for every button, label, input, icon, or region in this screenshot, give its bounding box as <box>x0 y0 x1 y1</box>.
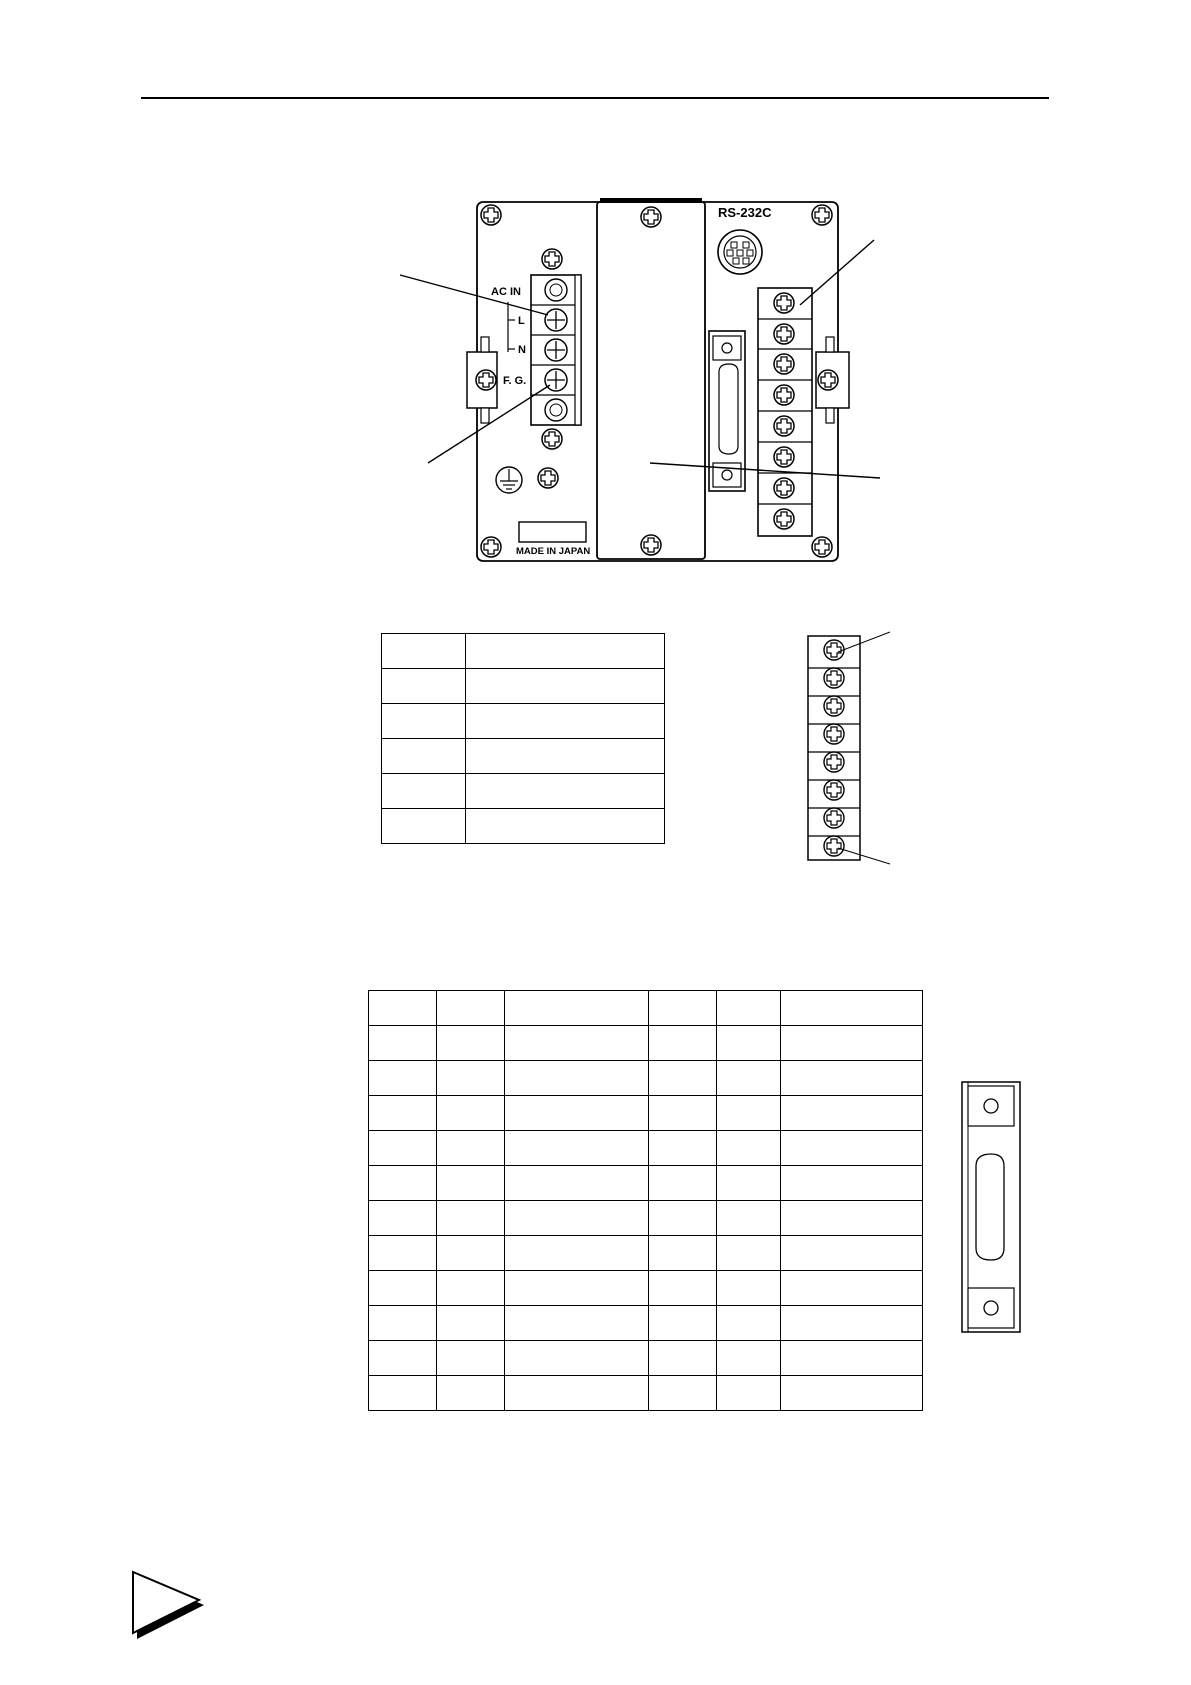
table-cell <box>781 1271 923 1306</box>
table-row <box>382 774 665 809</box>
table-cell <box>382 739 466 774</box>
table-cell <box>649 1061 717 1096</box>
table-cell <box>781 1201 923 1236</box>
table-cell <box>465 739 664 774</box>
table-cell <box>369 1236 437 1271</box>
table-cell <box>382 634 466 669</box>
terminal-screw-icon <box>824 836 844 856</box>
table-cell <box>504 1376 649 1411</box>
table-cell <box>781 1236 923 1271</box>
n-label: N <box>518 344 526 356</box>
table-cell <box>369 1131 437 1166</box>
table-cell <box>504 1236 649 1271</box>
table-cell <box>717 1306 781 1341</box>
table-cell <box>717 991 781 1026</box>
table-cell <box>717 1201 781 1236</box>
table-cell <box>504 1306 649 1341</box>
table-cell <box>781 1166 923 1201</box>
table-cell <box>465 669 664 704</box>
table-cell <box>436 1131 504 1166</box>
table-cell <box>369 1096 437 1131</box>
table-row <box>369 1131 923 1166</box>
table-cell <box>649 991 717 1026</box>
table-cell <box>649 1306 717 1341</box>
table-row <box>382 704 665 739</box>
table-cell <box>649 1236 717 1271</box>
table-cell <box>649 1131 717 1166</box>
terminal-table <box>381 633 665 844</box>
made-in-japan-label: MADE IN JAPAN <box>516 546 591 557</box>
table-cell <box>504 991 649 1026</box>
table-cell <box>717 1096 781 1131</box>
connector-pin-table <box>368 990 923 1411</box>
table-cell <box>717 1271 781 1306</box>
table-cell <box>504 1131 649 1166</box>
table-row <box>369 991 923 1026</box>
table-row <box>369 1341 923 1376</box>
table-cell <box>717 1026 781 1061</box>
table-row <box>369 1306 923 1341</box>
table-cell <box>465 809 664 844</box>
table-cell <box>369 1026 437 1061</box>
table-cell <box>504 1341 649 1376</box>
table-cell <box>504 1026 649 1061</box>
table-cell <box>436 1026 504 1061</box>
table-cell <box>436 1096 504 1131</box>
table-cell <box>436 1236 504 1271</box>
table-cell <box>717 1236 781 1271</box>
table-cell <box>436 1341 504 1376</box>
table-row <box>369 1096 923 1131</box>
terminal-screw-icon <box>824 724 844 744</box>
table-cell <box>436 1061 504 1096</box>
rs232c-label: RS-232C <box>718 205 772 220</box>
table-row <box>382 634 665 669</box>
table-cell <box>382 809 466 844</box>
table-cell <box>717 1376 781 1411</box>
terminal-block-detail <box>800 628 900 868</box>
table-cell <box>369 1166 437 1201</box>
table-cell <box>649 1341 717 1376</box>
table-cell <box>504 1271 649 1306</box>
table-cell <box>369 1201 437 1236</box>
table-cell <box>649 1026 717 1061</box>
l-label: L <box>518 315 525 327</box>
table-cell <box>465 634 664 669</box>
table-cell <box>781 1061 923 1096</box>
terminal-screw-icon <box>824 752 844 772</box>
table-row <box>369 1376 923 1411</box>
option-slot-cover <box>597 202 705 559</box>
table-cell <box>436 1271 504 1306</box>
table-cell <box>369 1306 437 1341</box>
rear-panel-diagram <box>0 0 1191 600</box>
table-cell <box>436 1306 504 1341</box>
ac-in-label: AC IN <box>491 286 521 298</box>
table-cell <box>649 1096 717 1131</box>
table-cell <box>649 1201 717 1236</box>
terminal-screw-icon <box>824 668 844 688</box>
table-cell <box>369 1376 437 1411</box>
table-row <box>382 739 665 774</box>
table-cell <box>504 1166 649 1201</box>
table-cell <box>717 1341 781 1376</box>
dsub-connector-detail <box>958 1078 1024 1336</box>
table-cell <box>382 774 466 809</box>
table-cell <box>781 1026 923 1061</box>
table-cell <box>504 1061 649 1096</box>
table-cell <box>504 1201 649 1236</box>
terminal-screw-icon <box>824 780 844 800</box>
table-cell <box>781 991 923 1026</box>
table-row <box>369 1166 923 1201</box>
table-cell <box>781 1096 923 1131</box>
table-cell <box>382 669 466 704</box>
table-cell <box>369 1271 437 1306</box>
table-cell <box>504 1096 649 1131</box>
table-row <box>369 1201 923 1236</box>
table-row <box>382 669 665 704</box>
table-cell <box>781 1376 923 1411</box>
table-row <box>369 1271 923 1306</box>
table-cell <box>436 1166 504 1201</box>
terminal-screw-icon <box>824 808 844 828</box>
rating-plate <box>519 522 586 542</box>
table-cell <box>465 774 664 809</box>
table-cell <box>781 1131 923 1166</box>
table-cell <box>717 1166 781 1201</box>
table-cell <box>382 704 466 739</box>
table-row <box>369 1026 923 1061</box>
table-cell <box>436 1376 504 1411</box>
table-cell <box>369 1061 437 1096</box>
table-cell <box>369 1341 437 1376</box>
table-cell <box>717 1131 781 1166</box>
table-cell <box>717 1061 781 1096</box>
table-cell <box>649 1376 717 1411</box>
table-cell <box>781 1341 923 1376</box>
table-cell <box>649 1271 717 1306</box>
table-row <box>382 809 665 844</box>
fg-label: F. G. <box>503 375 527 387</box>
table-row <box>369 1061 923 1096</box>
table-cell <box>649 1166 717 1201</box>
table-cell <box>781 1306 923 1341</box>
table-cell <box>436 991 504 1026</box>
terminal-screw-icon <box>824 696 844 716</box>
table-row <box>369 1236 923 1271</box>
page-marker-arrow-icon <box>128 1567 212 1645</box>
table-cell <box>369 991 437 1026</box>
table-cell <box>436 1201 504 1236</box>
table-cell <box>465 704 664 739</box>
terminal-screw-icon <box>824 640 844 660</box>
